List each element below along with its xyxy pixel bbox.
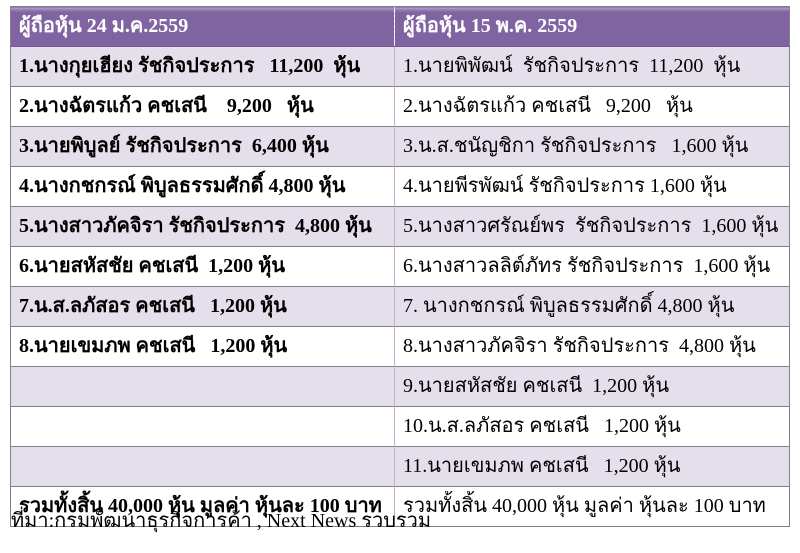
table-row bbox=[11, 247, 790, 287]
shareholder-cell-right: 5.นางสาวศรัณย์พร รัชกิจประการ 1,600 หุ้น bbox=[395, 207, 790, 247]
shareholder-cell-right: 1.นายพิพัฒน์ รัชกิจประการ 11,200 หุ้น bbox=[395, 47, 790, 87]
shareholder-cell-right: 4.นายพีรพัฒน์ รัชกิจประการ 1,600 หุ้น bbox=[395, 167, 790, 207]
shareholder-cell-left bbox=[11, 407, 395, 447]
column-header-may-2559: ผู้ถือหุ้น 15 พ.ค. 2559 bbox=[395, 7, 790, 47]
column-header-jan-2559: ผู้ถือหุ้น 24 ม.ค.2559 bbox=[11, 7, 395, 47]
shareholder-cell-left: 5.นางสาวภัคจิรา รัชกิจประการ 4,800 หุ้น bbox=[11, 207, 395, 247]
total-cell-left: รวมทั้งสิ้น 40,000 หุ้น มูลค่า หุ้นละ 100 บาท bbox=[11, 487, 395, 527]
source-attribution: ที่มา:กรมพัฒนาธุรกิจการค้า , Next News รวบรวม bbox=[11, 510, 432, 532]
shareholders-table bbox=[10, 6, 790, 527]
shareholder-cell-left bbox=[11, 367, 395, 407]
shareholder-cell-left: 7.น.ส.ลภัสอร คชเสนี 1,200 หุ้น bbox=[11, 287, 395, 327]
shareholder-cell-right: 3.น.ส.ชนัญชิกา รัชกิจประการ 1,600 หุ้น bbox=[395, 127, 790, 167]
shareholder-cell-left: 8.นายเขมภพ คชเสนี 1,200 หุ้น bbox=[11, 327, 395, 367]
table-row bbox=[11, 327, 790, 367]
shareholder-cell-left: 4.นางกชกรณ์ พิบูลธรรมศักดิ์ 4,800 หุ้น bbox=[11, 167, 395, 207]
shareholder-cell-right: 2.นางฉัตรแก้ว คชเสนี 9,200 หุ้น bbox=[395, 87, 790, 127]
shareholder-cell-right: 6.นางสาวลลิต์ภัทร รัชกิจประการ 1,600 หุ้น bbox=[395, 247, 790, 287]
table-row bbox=[11, 87, 790, 127]
shareholder-cell-left: 3.นายพิบูลย์ รัชกิจประการ 6,400 หุ้น bbox=[11, 127, 395, 167]
shareholder-cell-right: 7. นางกชกรณ์ พิบูลธรรมศักดิ์ 4,800 หุ้น bbox=[395, 287, 790, 327]
table-row bbox=[11, 47, 790, 87]
table-row bbox=[11, 127, 790, 167]
table-row bbox=[11, 167, 790, 207]
table-row bbox=[11, 367, 790, 407]
table-row bbox=[11, 447, 790, 487]
table-body bbox=[11, 47, 790, 487]
shareholder-cell-left: 1.นางกุยเฮียง รัชกิจประการ 11,200 หุ้น bbox=[11, 47, 395, 87]
shareholder-cell-right: 9.นายสหัสชัย คชเสนี 1,200 หุ้น bbox=[395, 367, 790, 407]
shareholder-cell-left: 2.นางฉัตรแก้ว คชเสนี 9,200 หุ้น bbox=[11, 87, 395, 127]
shareholder-cell-right: 11.นายเขมภพ คชเสนี 1,200 หุ้น bbox=[395, 447, 790, 487]
total-cell-right: รวมทั้งสิ้น 40,000 หุ้น มูลค่า หุ้นละ 100 บาท bbox=[395, 487, 790, 527]
table-row bbox=[11, 207, 790, 247]
table-row bbox=[11, 407, 790, 447]
shareholder-cell-right: 8.นางสาวภัคจิรา รัชกิจประการ 4,800 หุ้น bbox=[395, 327, 790, 367]
table-header-row bbox=[11, 7, 790, 47]
table-row bbox=[11, 287, 790, 327]
shareholder-cell-left bbox=[11, 447, 395, 487]
shareholder-cell-left: 6.นายสหัสชัย คชเสนี 1,200 หุ้น bbox=[11, 247, 395, 287]
shareholder-cell-right: 10.น.ส.ลภัสอร คชเสนี 1,200 หุ้น bbox=[395, 407, 790, 447]
